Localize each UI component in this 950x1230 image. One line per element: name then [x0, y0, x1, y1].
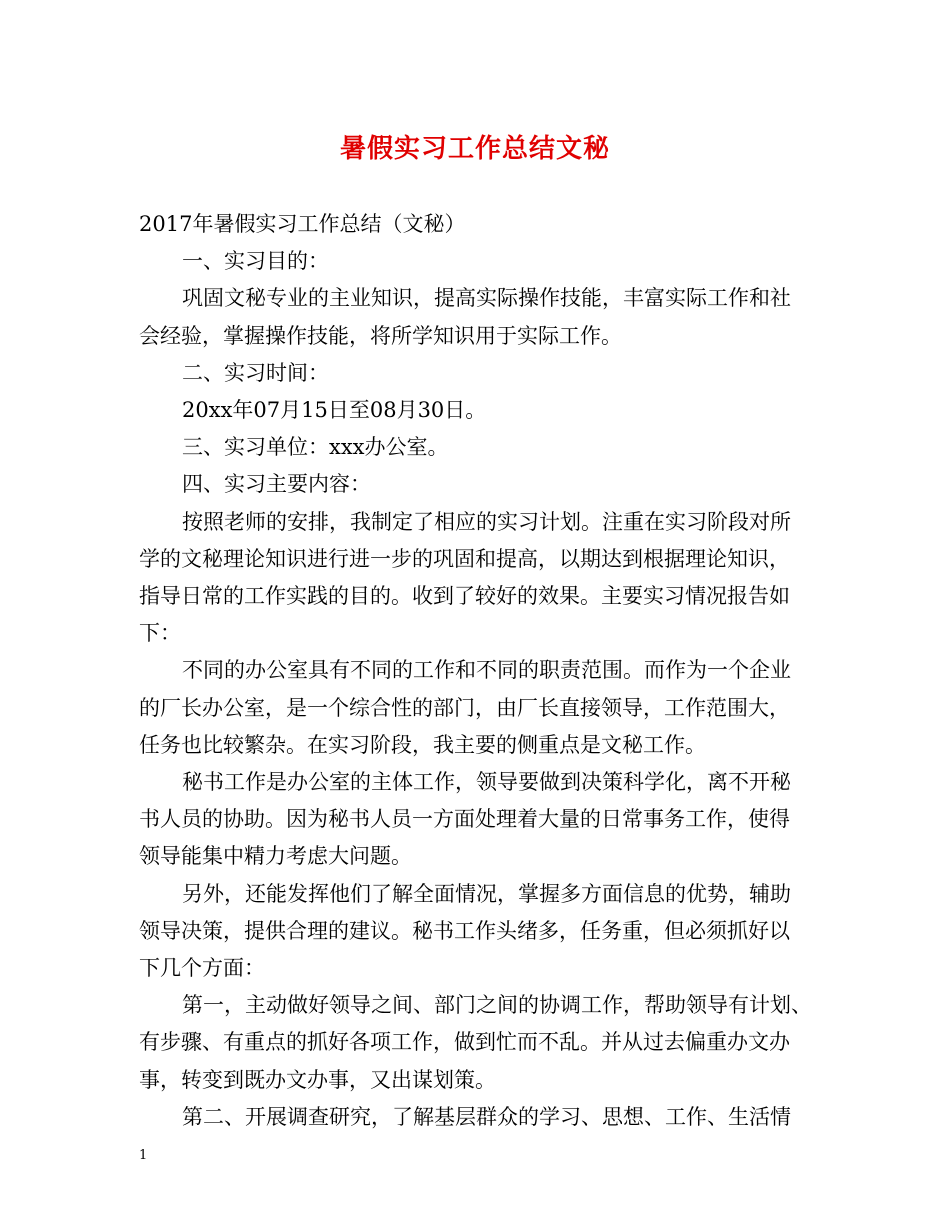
document-title: 暑假实习工作总结文秘	[339, 134, 610, 164]
body-line: 按照老师的安排，我制定了相应的实习计划。注重在实习阶段对所	[182, 509, 791, 534]
body-line: 指导日常的工作实践的目的。收到了较好的效果。主要实习情况报告如	[139, 584, 790, 609]
section-heading: 一、实习目的：	[182, 249, 329, 274]
body-line: 学的文秘理论知识进行进一步的巩固和提高，以期达到根据理论知识，	[139, 546, 790, 571]
body-line: 任务也比较繁杂。在实习阶段，我主要的侧重点是文秘工作。	[139, 732, 706, 757]
page-number: 1	[139, 1148, 148, 1163]
body-line: 的厂长办公室，是一个综合性的部门，由厂长直接领导，工作范围大，	[139, 695, 790, 720]
body-line: 另外，还能发挥他们了解全面情况，掌握多方面信息的优势，辅助	[182, 881, 791, 906]
body-line: 20xx年07月15日至08月30日。	[182, 398, 487, 423]
body-line: 下几个方面：	[139, 956, 265, 981]
body-line: 书人员的协助。因为秘书人员一方面处理着大量的日常事务工作，使得	[139, 807, 790, 832]
body-line: 领导决策，提供合理的建议。秘书工作头绪多，任务重，但必须抓好以	[139, 918, 790, 943]
body-line: 第二、开展调查研究，了解基层群众的学习、思想、工作、生活情	[182, 1104, 791, 1129]
section-heading: 三、实习单位：xxx办公室。	[182, 435, 449, 460]
body-line: 有步骤、有重点的抓好各项工作，做到忙而不乱。并从过去偏重办文办	[139, 1030, 790, 1055]
body-line: 会经验，掌握操作技能，将所学知识用于实际工作。	[139, 323, 622, 348]
body-line: 2017年暑假实习工作总结（文秘）	[139, 212, 466, 236]
section-heading: 二、实习时间：	[182, 360, 329, 385]
body-line: 领导能集中精力考虑大问题。	[139, 844, 412, 869]
body-line: 下：	[139, 621, 181, 646]
body-line: 事，转变到既办文办事，又出谋划策。	[139, 1067, 496, 1092]
body-line: 第一，主动做好领导之间、部门之间的协调工作，帮助领导有计划、	[182, 993, 812, 1018]
body-line: 秘书工作是办公室的主体工作，领导要做到决策科学化，离不开秘	[182, 770, 791, 795]
section-heading: 四、实习主要内容：	[182, 472, 371, 497]
document-body	[139, 206, 829, 1136]
body-line: 巩固文秘专业的主业知识，提高实际操作技能，丰富实际工作和社	[182, 286, 791, 311]
body-line: 不同的办公室具有不同的工作和不同的职责范围。而作为一个企业	[182, 658, 791, 683]
